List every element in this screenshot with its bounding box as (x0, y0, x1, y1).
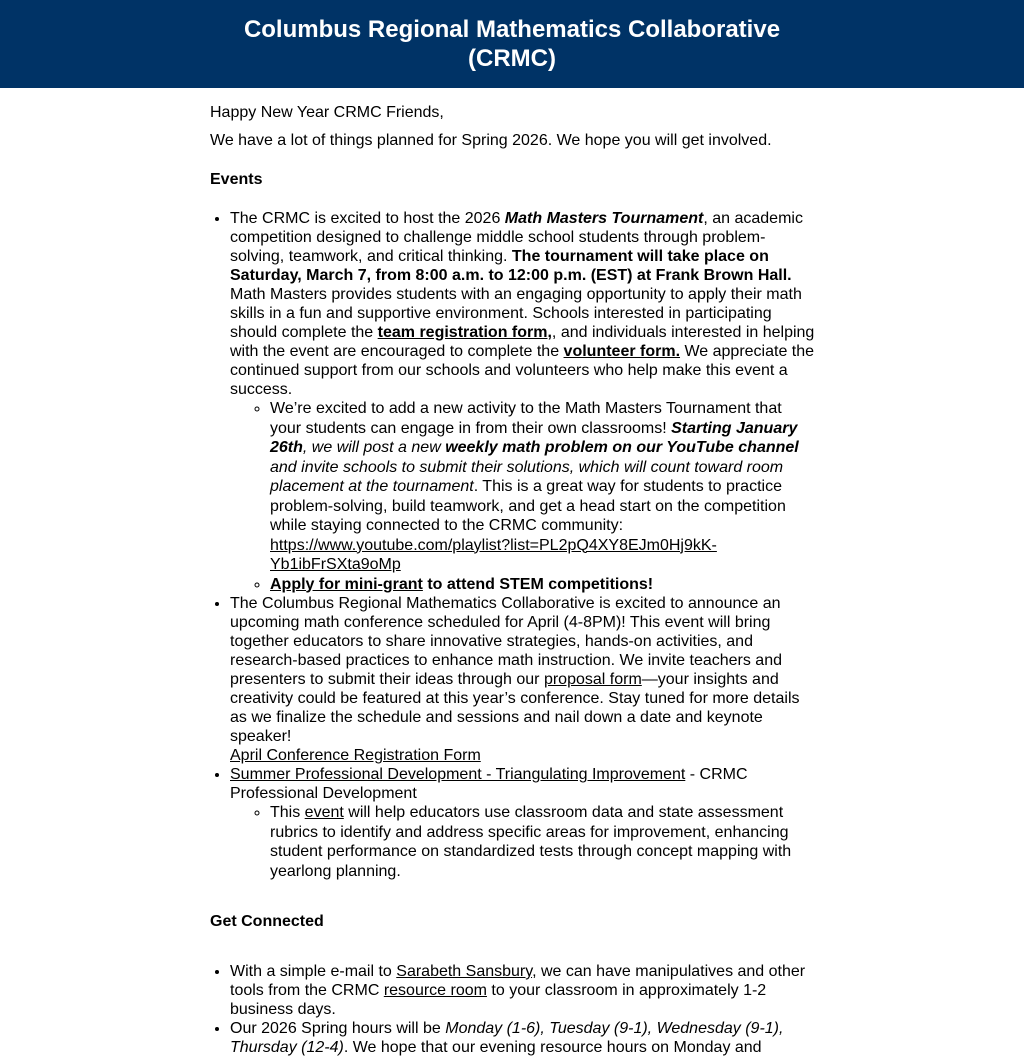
event-link[interactable]: event (304, 804, 344, 821)
text: Math Masters provides students with an engaging opportunity to apply their math skills in a fun and supportive environment. Schools interested in participating should complete the (230, 286, 802, 341)
tournament-date: The tournament will take place on Saturday, March 7, from 8:00 a.m. to 12:00 p.m. (EST) at Frank Brown Hall. (230, 248, 792, 284)
spring-hours-item (230, 1019, 816, 1057)
youtube-activity-item (270, 399, 816, 575)
proposal-form-link[interactable]: proposal form (543, 671, 642, 688)
newsletter-header (0, 0, 1024, 88)
event-item-conference (230, 594, 816, 765)
text: We’re excited to add a new activity to the Math Masters Tournament that your students can engage in from their own classrooms! (270, 400, 782, 437)
intro-text: We have a lot of things planned for Spring 2026. We hope you will get involved. (210, 132, 772, 149)
text: . This is a great way for students to practice problem-solving, build teamwork, and get a head start on the competition while staying connected to the CRMC community: (270, 478, 786, 534)
greeting: Happy New Year CRMC Friends, (210, 104, 444, 121)
conference-registration-link[interactable]: April Conference Registration Form (230, 747, 481, 764)
math-masters-sublist (230, 399, 816, 594)
text: , we will post a new (302, 439, 446, 456)
weekly-problem-text: weekly math problem on our YouTube channel (445, 439, 799, 456)
volunteer-form-link[interactable]: volunteer form. (563, 343, 681, 360)
team-registration-link[interactable]: team registration form (377, 324, 548, 341)
tournament-name: Math Masters Tournament (504, 210, 704, 227)
text: —your insights and creativity could be featured at this year’s conference. Stay tuned for more details as we finalize the schedule and sessions and nail down a date and keynote speaker! (230, 671, 800, 745)
text: , we can have manipulatives and other tools from the CRMC (230, 963, 806, 999)
text: The Columbus Regional Mathematics Collaborative is excited to announce an upcoming math conference scheduled for April (4-8PM)! This event will bring together educators to share innovative strategies, hands-on activities, and research-based practices to enhance math instruction. We invite teachers and presenters to submit their ideas through our (230, 595, 782, 688)
get-connected-heading: Get Connected (210, 913, 324, 930)
events-heading: Events (210, 171, 263, 188)
text: to attend STEM competitions! (422, 575, 654, 593)
text: , an academic competition designed to challenge middle school students through problem-solving, teamwork, and critical thinking. (230, 210, 803, 265)
event-item-math-masters: • The CRMC is excited to host the 2026 Math Masters Tournament, an academic competition designed to challenge middle school students through problem-solving, teamwork, and critical thinking. The tournament will take place on Saturday, March 7, from 8:00 a.m. to 12:00 p.m. (EST) at Frank Brown Hall. Math Masters provides students with an engaging opportunity to apply their math skills in a fun and supportive environment. Schools interested in participating should complete the team registration form,, and individuals interested in helping with the event are encouraged to complete the volunteer form. We appreciate the continued support from our schools and volunteers who help make this event a success. ◦ We’re excited to add a new activity to the Math Masters Tournament that your students can engage in from their own classrooms! Starting January 26th, we will post a new weekly math problem on our YouTube channel and invite schools to submit their solutions, which will count toward room placement at the tournament. This is a great way for students to practice problem-solving, build teamwork, and get a head start on the competition while staying connected to the CRMC community: https://www.youtube.com/playlist?list=PL2pQ4XY8EJm0Hj9kK-Yb1ibFrSXta9oMp ◦ Apply for mini-grant to attend STEM competitions! (230, 209, 816, 594)
youtube-playlist-link[interactable]: https://www.youtube.com/playlist?list=PL2pQ4XY8EJm0Hj9kK-Yb1ibFrSXta9oMp (270, 536, 717, 573)
sarabeth-email-link[interactable]: Sarabeth Sansbury (396, 963, 533, 980)
summer-pd-detail (270, 803, 816, 881)
mini-grant-item (270, 575, 816, 595)
summer-pd-sublist (230, 803, 816, 881)
events-list (210, 209, 816, 881)
mini-grant-link[interactable]: Apply for mini-grant (270, 575, 423, 593)
text: to your classroom in approximately 1-2 business days. (230, 982, 767, 1018)
text: will help educators use classroom data and state assessment rubrics to identify and address specific areas for improvement, enhancing student performance on standardized tests through concept mapping with yearlong planning. (270, 804, 792, 880)
event-item-summer-pd (230, 765, 816, 881)
header-title: Columbus Regional Mathematics Collaborative (CRMC) (243, 16, 781, 72)
text: With a simple e-mail to (230, 963, 397, 980)
get-connected-list (210, 962, 816, 1057)
hours-text: Monday (1-6), Tuesday (9-1), Wednesday (9-1), Thursday (12-4) (230, 1020, 784, 1056)
text: and invite schools to submit their solutions, which will count toward room placement at the tournament (270, 458, 784, 495)
summer-pd-link[interactable]: Summer Professional Development - Triangulating Improvement (230, 766, 686, 783)
text: This (270, 804, 305, 821)
text: Our 2026 Spring hours will be (230, 1020, 446, 1037)
text: The CRMC is excited to host the 2026 (230, 210, 505, 227)
resource-room-item (230, 962, 816, 1019)
resource-room-link[interactable]: resource room (383, 982, 487, 999)
newsletter-body (210, 103, 816, 1057)
text: - CRMC Professional Development (230, 766, 748, 802)
text: . We hope that our evening resource hours on Monday and (343, 1039, 762, 1056)
text: , and individuals interested in helping with the event are encouraged to complete the (230, 324, 815, 360)
start-date: Starting January 26th (270, 419, 798, 456)
text: We appreciate the continued support from our schools and volunteers who help make this event a success. (230, 343, 815, 398)
